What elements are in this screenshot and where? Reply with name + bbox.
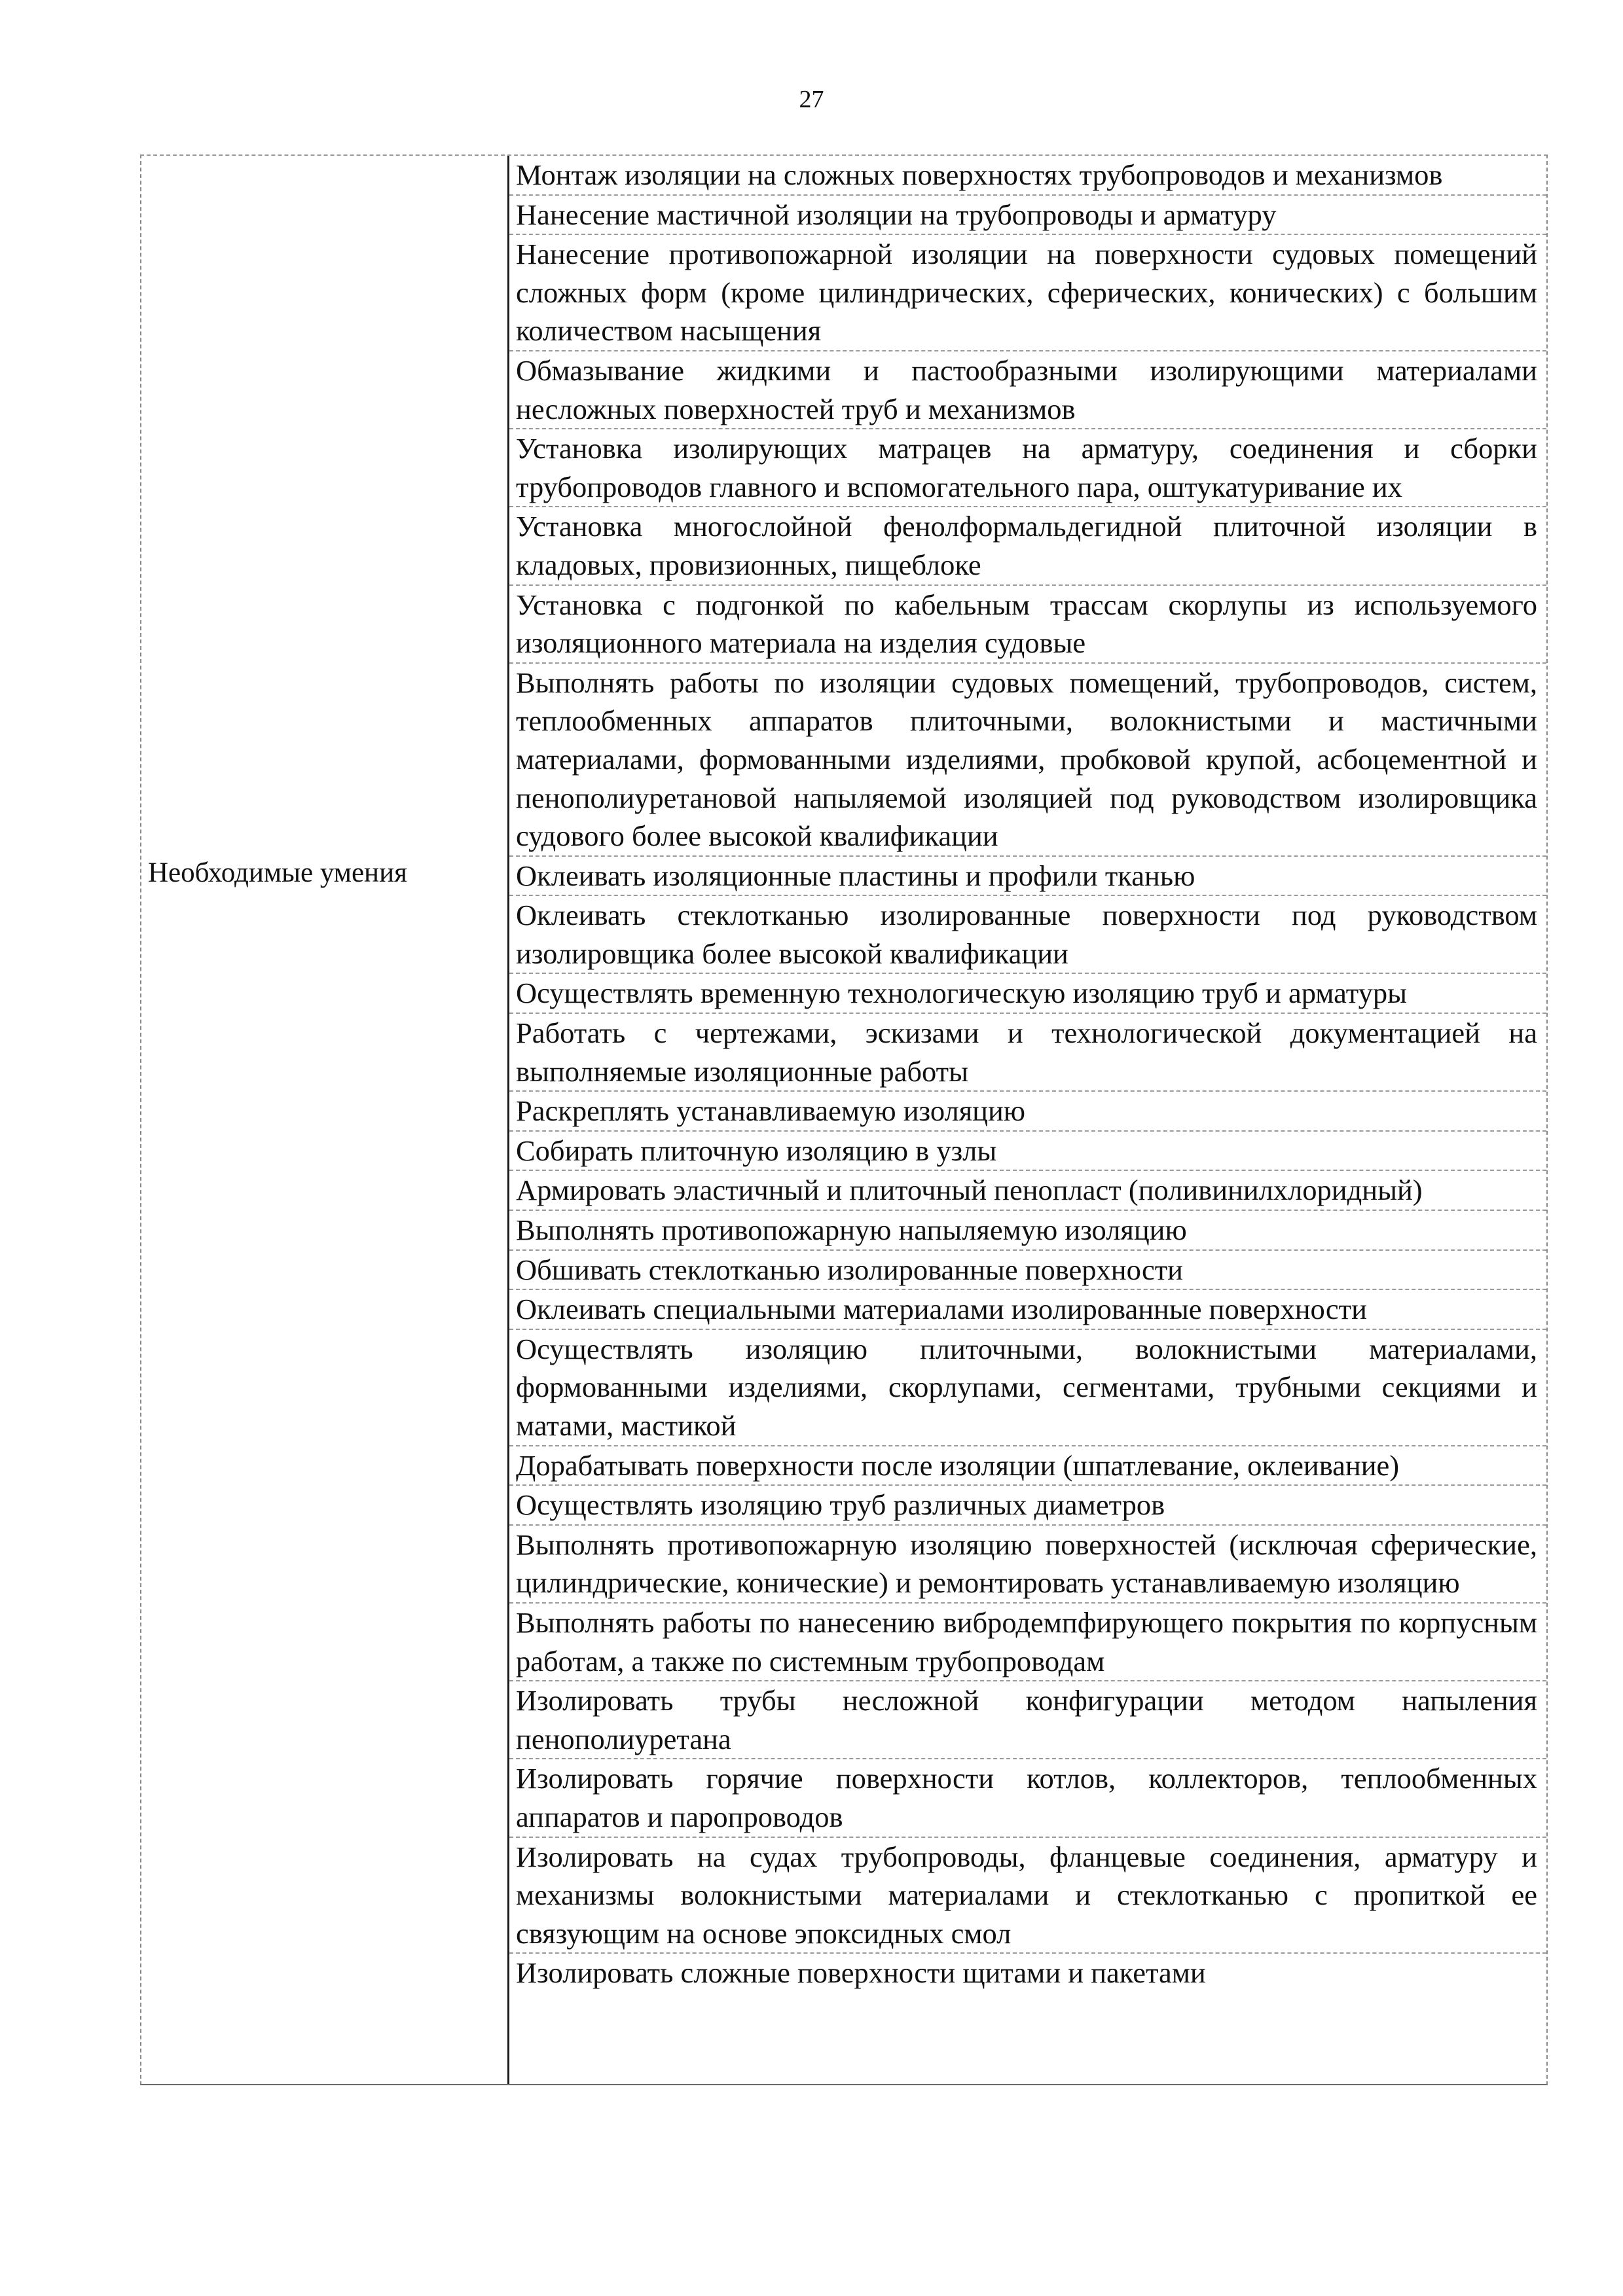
skill-item: Выполнять противопожарную изоляцию поверхностей (исключая сферические, цилиндрические, конические) и ремонтировать устанавливаемую изоляцию (509, 1526, 1546, 1604)
skill-item: Обмазывание жидкими и пастообразными изолирующими материалами несложных поверхностей труб и механизмов (509, 351, 1546, 429)
skill-item: Изолировать сложные поверхности щитами и пакетами (516, 1956, 1206, 1990)
skill-item: Выполнять работы по изоляции судовых помещений, трубопроводов, систем, теплообменных аппаратов плиточными, волокнистыми и мастичными материалами, формованными изделиями, пробковой крупой, асбоцементной и пенополиуретановой напыляемой изоляцией под руководством изолировщика судового более высокой квалификации (509, 664, 1546, 857)
page-number: 27 (799, 86, 824, 113)
skill-item: Оклеивать изоляционные пластины и профили тканью (509, 857, 1546, 897)
skill-item: Осуществлять изоляцию труб различных диаметров (509, 1486, 1546, 1526)
skill-item: Осуществлять временную технологическую изоляцию труб и арматуры (509, 974, 1546, 1014)
skill-item: Нанесение противопожарной изоляции на поверхности судовых помещений сложных форм (кроме цилиндрических, сферических, конических) с большим количеством насыщения (509, 235, 1546, 351)
skill-item: Монтаж изоляции на сложных поверхностях трубопроводов и механизмов (509, 156, 1546, 196)
label-cell (141, 156, 509, 2084)
skill-item: Нанесение мастичной изоляции на трубопроводы и арматуру (509, 196, 1546, 236)
skill-item: Армировать эластичный и плиточный пенопласт (поливинилхлоридный) (509, 1171, 1546, 1211)
row-label: Необходимые умения (148, 857, 407, 888)
skill-item: Выполнять противопожарную напыляемую изоляцию (509, 1211, 1546, 1251)
skill-item: Обшивать стеклотканью изолированные поверхности (509, 1251, 1546, 1291)
skill-item: Изолировать на судах трубопроводы, фланцевые соединения, арматуру и механизмы волокнистыми материалами и стеклотканью с пропиткой ее связующим на основе эпоксидных смол (509, 1838, 1546, 1954)
skill-item: Изолировать горячие поверхности котлов, коллекторов, теплообменных аппаратов и паропроводов (509, 1759, 1546, 1837)
skill-item: Раскреплять устанавливаемую изоляцию (509, 1092, 1546, 1132)
skill-item: Установка с подгонкой по кабельным трассам скорлупы из используемого изоляционного материала на изделия судовые (509, 586, 1546, 664)
skill-item: Установка многослойной фенолформальдегидной плиточной изоляции в кладовых, провизионных, пищеблоке (509, 507, 1546, 585)
skill-item: Изолировать трубы несложной конфигурации методом напыления пенополиуретана (509, 1681, 1546, 1759)
skill-item: Оклеивать специальными материалами изолированные поверхности (509, 1290, 1546, 1330)
skill-item: Работать с чертежами, эскизами и технологической документацией на выполняемые изоляционные работы (509, 1014, 1546, 1092)
skill-item: Установка изолирующих матрацев на арматуру, соединения и сборки трубопроводов главного и вспомогательного пара, оштукатуривание их (509, 429, 1546, 507)
skill-item: Собирать плиточную изоляцию в узлы (509, 1132, 1546, 1172)
skill-item: Выполнять работы по нанесению вибродемпфирующего покрытия по корпусным работам, а также по системным трубопроводам (509, 1604, 1546, 1681)
skill-item: Оклеивать стеклотканью изолированные поверхности под руководством изолировщика более высокой квалификации (509, 896, 1546, 974)
skills-cell (509, 156, 1546, 2084)
skill-item: Дорабатывать поверхности после изоляции (шпатлевание, оклеивание) (509, 1446, 1546, 1486)
skills-table (140, 154, 1548, 2085)
skill-item: Осуществлять изоляцию плиточными, волокнистыми материалами, формованными изделиями, скорлупами, сегментами, трубными секциями и матами, мастикой (509, 1330, 1546, 1446)
